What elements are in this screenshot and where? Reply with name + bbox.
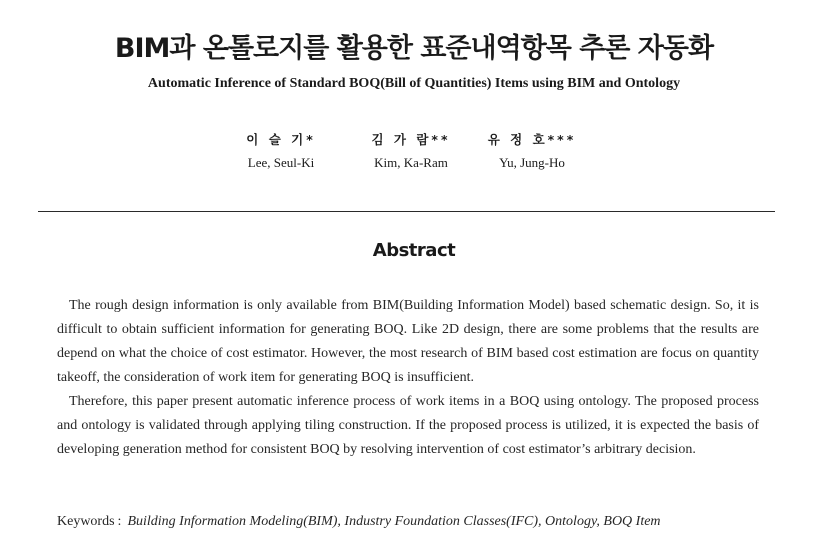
author-name-english: Kim, Ka-Ram	[374, 155, 448, 170]
author-name-korean: 유 정 호***	[487, 132, 577, 147]
abstract-paragraph-1: The rough design information is only available from BIM(Building Information Model) based schematic design. So, it is difficult to obtain sufficient information for generating BOQ. Like 2D design, there are some problems that the results are depend on what the choice of cost estimator. However, the most research of BIM based cost estimation are focus on quantity takeoff, the consideration of work item for generating BOQ is insufficient.	[57, 298, 759, 385]
abstract-body	[57, 294, 759, 462]
author-list	[0, 131, 828, 181]
keywords-label: Keywords	[57, 514, 115, 529]
author-2	[341, 131, 481, 171]
paper-title-korean: BIM과 온톨로지를 활용한 표준내역항목 추론 자동화	[114, 33, 714, 64]
abstract-heading: Abstract	[372, 240, 456, 261]
author-name-korean: 이 슬 기*	[246, 132, 316, 147]
keywords-line	[57, 512, 777, 532]
keywords-value: Building Information Modeling(BIM), Industry Foundation Classes(IFC), Ontology, BOQ Item	[127, 514, 661, 529]
author-name-english: Yu, Jung-Ho	[499, 155, 565, 170]
keywords-separator: :	[117, 514, 122, 529]
author-1	[211, 131, 351, 171]
paper-title-english: Automatic Inference of Standard BOQ(Bill of Quantities) Items using BIM and Ontology	[147, 76, 681, 91]
author-3	[462, 131, 602, 171]
section-divider	[38, 211, 775, 212]
author-name-english: Lee, Seul-Ki	[247, 155, 315, 170]
abstract-paragraph-2: Therefore, this paper present automatic inference process of work items in a BOQ using ontology. The proposed process and ontology is validated through applying tiling construction. If the proposed process is utilized, it is expected the basis of developing generation method for consistent BOQ by resolving intervention of cost estimator’s arbitrary decision.	[57, 394, 759, 457]
author-name-korean: 김 가 람**	[371, 132, 451, 147]
